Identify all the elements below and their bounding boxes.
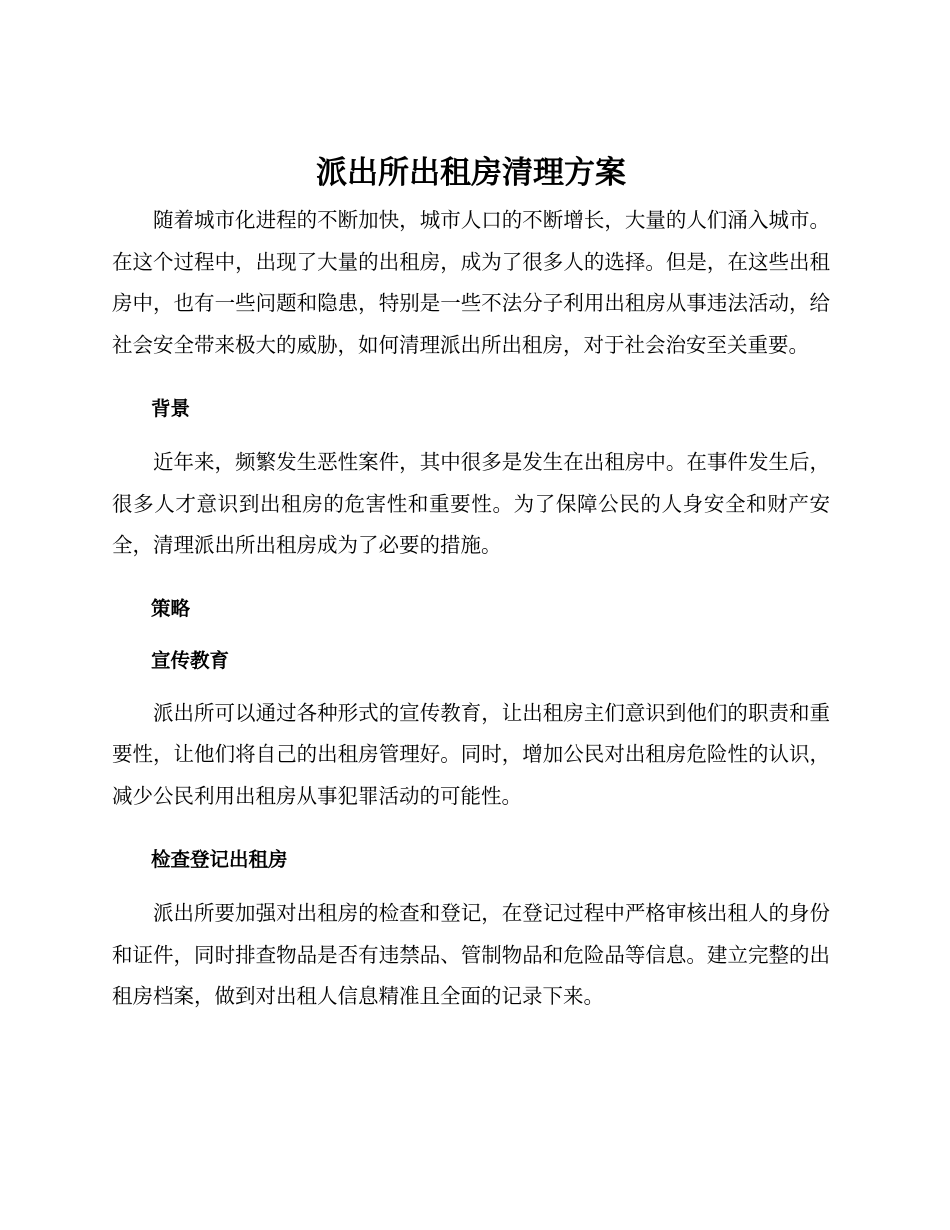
section-heading-strategy: 策略	[151, 596, 191, 620]
intro-paragraph: 随着城市化进程的不断加快，城市人口的不断增长，大量的人们涌入城市。在这个过程中，出现了大量的出租房，成为了很多人的选择。但是，在这些出租房中，也有一些问题和隐患，特别是一些不法分子利用出租房从事违法活动，给社会安全带来极大的威胁，如何清理派出所出租房，对于社会治安至关重要。	[112, 208, 830, 357]
subsection-heading-publicity: 宣传教育	[151, 648, 230, 672]
document-body	[112, 150, 830, 1018]
publicity-paragraph: 派出所可以通过各种形式的宣传教育，让出租房主们意识到他们的职责和重要性，让他们将自己的出租房管理好。同时，增加公民对出租房危险性的认识，减少公民利用出租房从事犯罪活动的可能性。	[112, 700, 830, 808]
document-title: 派出所出租房清理方案	[316, 155, 626, 191]
background-paragraph: 近年来，频繁发生恶性案件，其中很多是发生在出租房中。在事件发生后，很多人才意识到出租房的危害性和重要性。为了保障公民的人身安全和财产安全，清理派出所出租房成为了必要的措施。	[112, 450, 830, 557]
subsection-heading-inspection: 检查登记出租房	[151, 848, 288, 871]
inspection-paragraph: 派出所要加强对出租房的检查和登记，在登记过程中严格审核出租人的身份和证件，同时排查物品是否有违禁品、管制物品和危险品等信息。建立完整的出租房档案，做到对出租人信息精准且全面的记录下来。	[112, 901, 830, 1008]
section-heading-background: 背景	[151, 397, 191, 420]
